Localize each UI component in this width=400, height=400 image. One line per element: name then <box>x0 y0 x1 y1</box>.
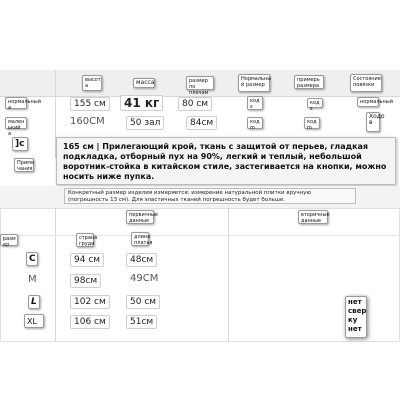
table1-row2-bandage: Ходо в <box>366 112 380 132</box>
table1-header-try-size: примерь размера <box>294 75 324 89</box>
table1-row2-try-size: код m <box>304 117 320 129</box>
table2-row2-size: M <box>28 274 37 285</box>
table2-primary-data-header: первичные данные <box>126 210 154 224</box>
table1-row3-label: ]c <box>12 137 28 151</box>
table2-row3-length: 50 см <box>126 295 160 309</box>
table1-row1-try-size: код s <box>307 98 323 108</box>
table1-row1-shoulder: 80 см <box>178 97 212 111</box>
table2-row4-length: 51см <box>126 315 157 329</box>
table2-secondary-data-header: вторичные данные <box>298 210 328 224</box>
table2-bust-header: страна груди <box>76 233 94 247</box>
table2-row1-bust: 94 см <box>70 253 104 267</box>
table1-row1-bandage: нормальный <box>357 97 379 107</box>
table1-row2-weight: 50 зал <box>126 116 164 130</box>
measurement-note: Конкретный размер изделия измеряется: измерение натуральной плитки вручную (погрешность 13 см). Для эластичных тканей погрешность будет больше. <box>64 188 356 204</box>
table1-row1-normal-size: код s <box>247 96 263 110</box>
table1-header-height: высот а <box>82 75 102 91</box>
table1-row2-label: мален ький а <box>5 117 27 129</box>
table2-row1-size: С <box>26 252 38 266</box>
table1-row2-height: 160СМ <box>70 116 105 127</box>
table2-size-header: разм ер <box>0 234 18 246</box>
table1-row2-normal-size: код m <box>247 117 263 129</box>
table1-row1-label: нормальный а <box>5 97 27 109</box>
table2-grid <box>0 208 400 342</box>
table1-row2-shoulder: 84см <box>186 116 217 130</box>
table1-row4-label: Приме чания <box>14 158 34 172</box>
table2-row4-size: XL <box>24 314 44 328</box>
table1-header-normal-size: Нормальны й размер <box>238 74 270 92</box>
table2-row2-length: 49СМ <box>130 273 159 284</box>
table2-length-header: длина платья <box>131 232 149 246</box>
table1-header-bandage: Состояние повязки <box>350 74 382 92</box>
table1-header-shoulder: размер по плечам <box>186 76 214 90</box>
table2-row3-size: L <box>28 295 40 309</box>
table2-row2-bust: 98см <box>70 274 101 288</box>
table2-row3-bust: 102 см <box>70 295 110 309</box>
table1-row1-weight: 41 кг <box>120 95 163 111</box>
table2-row1-length: 48см <box>126 253 157 267</box>
table1-header-weight: масса <box>133 78 155 88</box>
table1-row1-height: 155 см <box>70 97 110 111</box>
table2-row4-bust: 106 см <box>70 315 110 329</box>
table2-corner-tag: нет свер ку нет <box>345 296 367 338</box>
product-description-note: 165 см | Прилегающий крой, ткань с защитой от перьев, гладкая подкладка, отборный пух на 90%, легкий и теплый, небольшой воротник-стойка в китайском стиле, застегивается на кнопки, можно носить ниже пупка. <box>56 137 396 185</box>
